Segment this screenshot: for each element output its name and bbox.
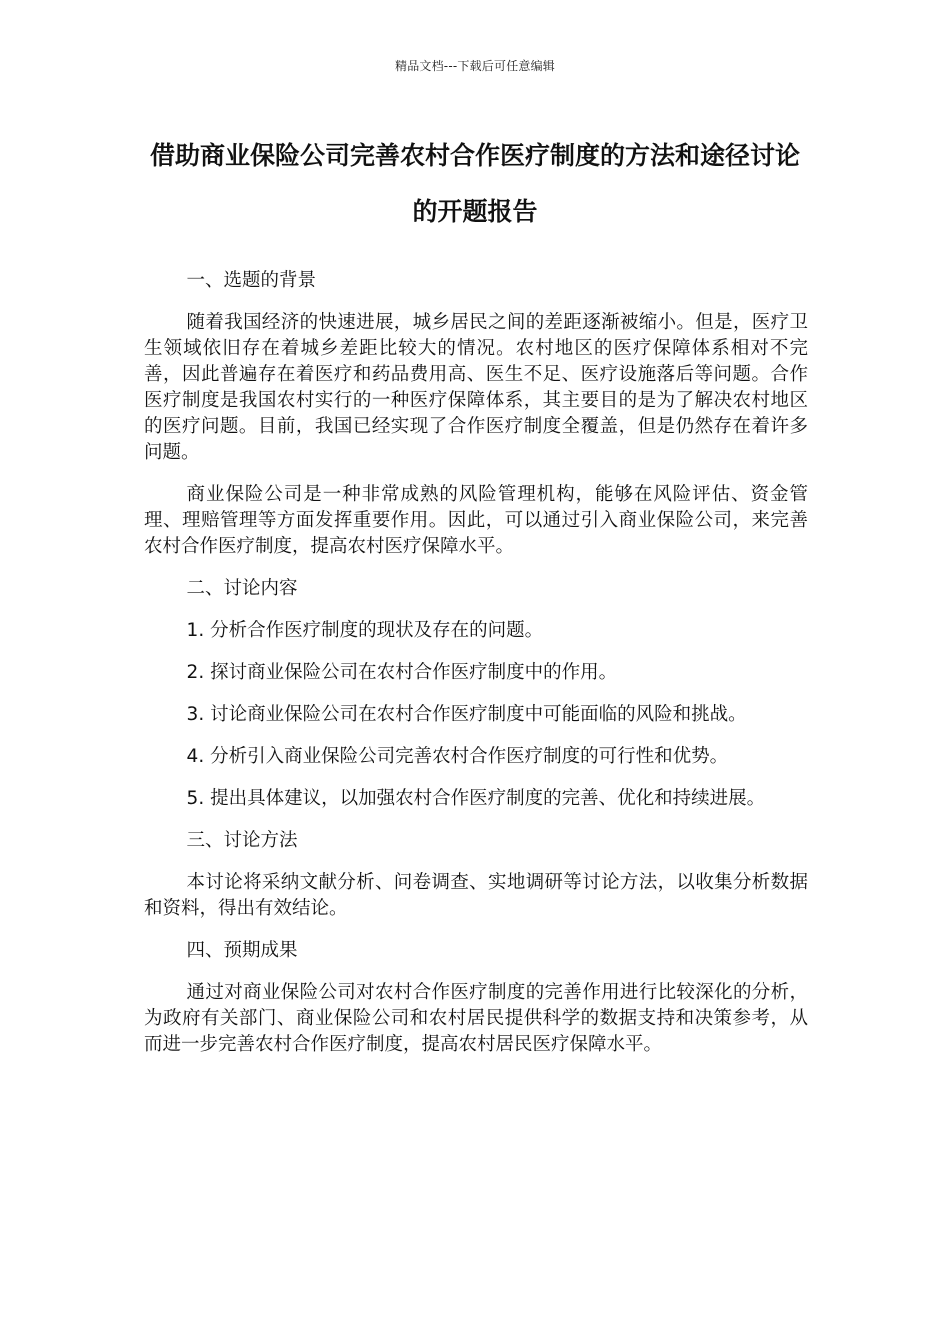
research-content-item: 3. 讨论商业保险公司在农村合作医疗制度中可能面临的风险和挑战。 <box>186 704 747 725</box>
research-content-item: 5. 提出具体建议，以加强农村合作医疗制度的完善、优化和持续进展。 <box>186 788 766 809</box>
background-paragraph: 商业保险公司是一种非常成熟的风险管理机构，能够在风险评估、资金管理、理赔管理等方面发挥重要作用。因此，可以通过引入商业保险公司，来完善农村合作医疗制度，提高农村医疗保障水平。 <box>144 484 808 557</box>
research-content-item: 4. 分析引入商业保险公司完善农村合作医疗制度的可行性和优势。 <box>186 746 729 767</box>
header-note: 精品文档---下载后可任意编辑 <box>395 59 555 73</box>
section-heading-research-method: 三、讨论方法 <box>186 830 298 851</box>
section-heading-research-content: 二、讨论内容 <box>186 578 298 599</box>
background-paragraph: 随着我国经济的快速进展，城乡居民之间的差距逐渐被缩小。但是，医疗卫生领域依旧存在着城乡差距比较大的情况。农村地区的医疗保障体系相对不完善，因此普遍存在着医疗和药品费用高、医生不足、医疗设施落后等问题。合作医疗制度是我国农村实行的一种医疗保障体系，其主要目的是为了解决农村地区的医疗问题。目前，我国已经实现了合作医疗制度全覆盖，但是仍然存在着许多问题。 <box>144 312 808 463</box>
research-method-paragraph: 本讨论将采纳文献分析、问卷调查、实地调研等讨论方法，以收集分析数据和资料，得出有效结论。 <box>144 872 808 919</box>
research-content-item: 1. 分析合作医疗制度的现状及存在的问题。 <box>186 620 544 641</box>
expected-results-paragraph: 通过对商业保险公司对农村合作医疗制度的完善作用进行比较深化的分析，为政府有关部门、商业保险公司和农村居民提供科学的数据支持和决策参考，从而进一步完善农村合作医疗制度，提高农村居民医疗保障水平。 <box>144 982 808 1055</box>
document-title: 借助商业保险公司完善农村合作医疗制度的方法和途径讨论的开题报告 <box>149 141 800 226</box>
section-heading-expected-results: 四、预期成果 <box>186 940 298 961</box>
document-body <box>144 268 808 1074</box>
section-heading-background: 一、选题的背景 <box>186 270 317 291</box>
research-content-item: 2. 探讨商业保险公司在农村合作医疗制度中的作用。 <box>186 662 618 683</box>
